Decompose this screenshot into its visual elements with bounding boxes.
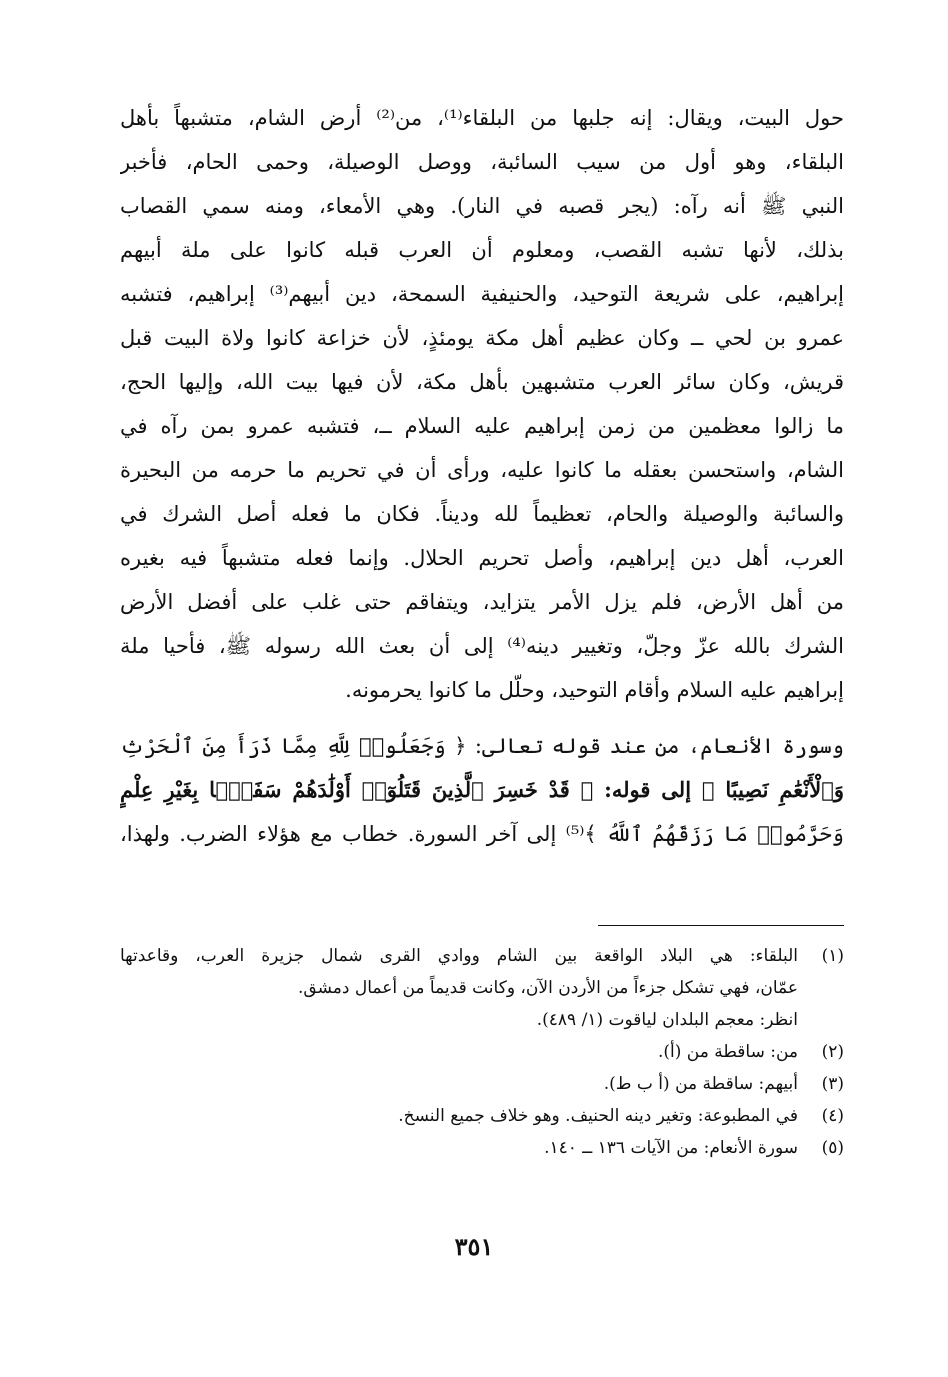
quran-verse-line: وَٱلْأَنْعَٰمِ نَصِيبًا ﴾ إلى قوله: ﴿ قَدْ خَسِرَ ٱلَّذِينَ قَتَلُوٓا۟ أَوْلَٰدَهُمْ سَفَهًۢا بِغَيْرِ عِلْمٍ — [120, 777, 844, 802]
text-line: ما زالوا معظمين من زمن إبراهيم عليه السلام ــ، فتشبه عمرو بمن رآه في — [120, 414, 844, 438]
text-line: النبي ﷺ أنه رآه: (يجر قصبه في النار). وهي الأمعاء، ومنه سمي القصاب — [120, 194, 844, 218]
footnote-text: سورة الأنعام: من الآيات ١٣٦ ــ ١٤٠. — [544, 1138, 798, 1158]
footnote-continuation: انظر: معجم البلدان لياقوت (١/ ٤٨٩). — [536, 1010, 798, 1030]
footnote-text: من: ساقطة من (أ). — [657, 1042, 798, 1062]
text-line: حول البيت، ويقال: إنه جلبها من البلقاء⁽¹⁾، من⁽²⁾ أرض الشام، متشبهاً بأهل — [120, 106, 844, 130]
footnote-text: البلقاء: هي البلاد الواقعة بين الشام ووادي القرى شمال جزيرة العرب، وقاعدتها — [120, 946, 798, 966]
footnote-4 — [120, 1100, 844, 1132]
text-line: العرب، أهل دين إبراهيم، وأصل تحريم الحلال. وإنما فعله متشبهاً فيه بغيره — [120, 546, 844, 570]
footnote-number: (٥) — [821, 1138, 844, 1158]
footnote-number: (٣) — [821, 1074, 844, 1094]
text-line: وسورة الأنعام، من عند قوله تعالى: ﴿ وَجَعَلُوا۟ لِلَّهِ مِمَّا ذَرَأَ مِنَ ٱلْحَرْثِ — [120, 734, 844, 758]
footnote-2 — [120, 1036, 844, 1068]
text-line: البلقاء، وهو أول من سيب السائبة، ووصل الوصيلة، وحمى الحام، فأخبر — [120, 150, 844, 174]
footnote-text: أبيهم: ساقطة من (أ ب ط). — [603, 1074, 798, 1094]
footnote-3 — [120, 1068, 844, 1100]
text-line: إبراهيم، على شريعة التوحيد، والحنيفية السمحة، دين أبيهم⁽³⁾ إبراهيم، فتشبه — [120, 282, 844, 306]
text-line: الشرك بالله عزّ وجلّ، وتغيير دينه⁽⁴⁾ إلى أن بعث الله رسوله ﷺ، فأحيا ملة — [120, 634, 844, 658]
footnote-continuation: عمّان، فهي تشكل جزءاً من الأردن الآن، وكانت قديماً من أعمال دمشق. — [298, 978, 798, 998]
text-line: بذلك، لأنها تشبه القصب، ومعلوم أن العرب قبله كانوا على ملة أبيهم — [120, 238, 844, 262]
paragraph-1 — [120, 96, 844, 712]
footnote-5 — [120, 1132, 844, 1164]
footnote-number: (١) — [821, 946, 844, 966]
footnote-text: في المطبوعة: وتغير دينه الحنيف. وهو خلاف جميع النسخ. — [398, 1106, 798, 1126]
footnote-number: (٢) — [821, 1042, 844, 1062]
footnote-number: (٤) — [821, 1106, 844, 1126]
text-line: إبراهيم عليه السلام وأقام التوحيد، وحلّل ما كانوا يحرمونه. — [345, 678, 844, 702]
main-text — [120, 96, 844, 856]
text-line: والسائبة والوصيلة والحام، تعظيماً لله وديناً. فكان ما فعله أصل الشرك في — [120, 502, 844, 526]
footnotes — [120, 940, 844, 1164]
text-line: الشام، واستحسن بعقله ما كانوا عليه، ورأى أن في تحريم ما حرمه من البحيرة — [120, 458, 844, 482]
text-line: من أهل الأرض، فلم يزل الأمر يتزايد، ويتفاقم حتى غلب على أفضل الأرض — [120, 590, 844, 614]
footnote-separator — [598, 925, 844, 926]
text-line: عمرو بن لحي ــ وكان عظيم أهل مكة يومئذٍ، لأن خزاعة كانوا ولاة البيت قبل — [120, 326, 844, 350]
paragraph-2 — [120, 724, 844, 856]
paragraph-spacer — [120, 712, 844, 724]
page-number: ٣٥١ — [454, 1232, 494, 1261]
text-line: قريش، وكان سائر العرب متشبهين بأهل مكة، لأن فيها بيت الله، وإليها الحج، — [120, 370, 844, 394]
footnote-1 — [120, 940, 844, 972]
text-line: وَحَرَّمُوا۟ مَا رَزَقَهُمُ ٱللَّهُ ﴾⁽⁵⁾ إلى آخر السورة. خطاب مع هؤلاء الضرب. ولهذا، — [120, 822, 844, 846]
